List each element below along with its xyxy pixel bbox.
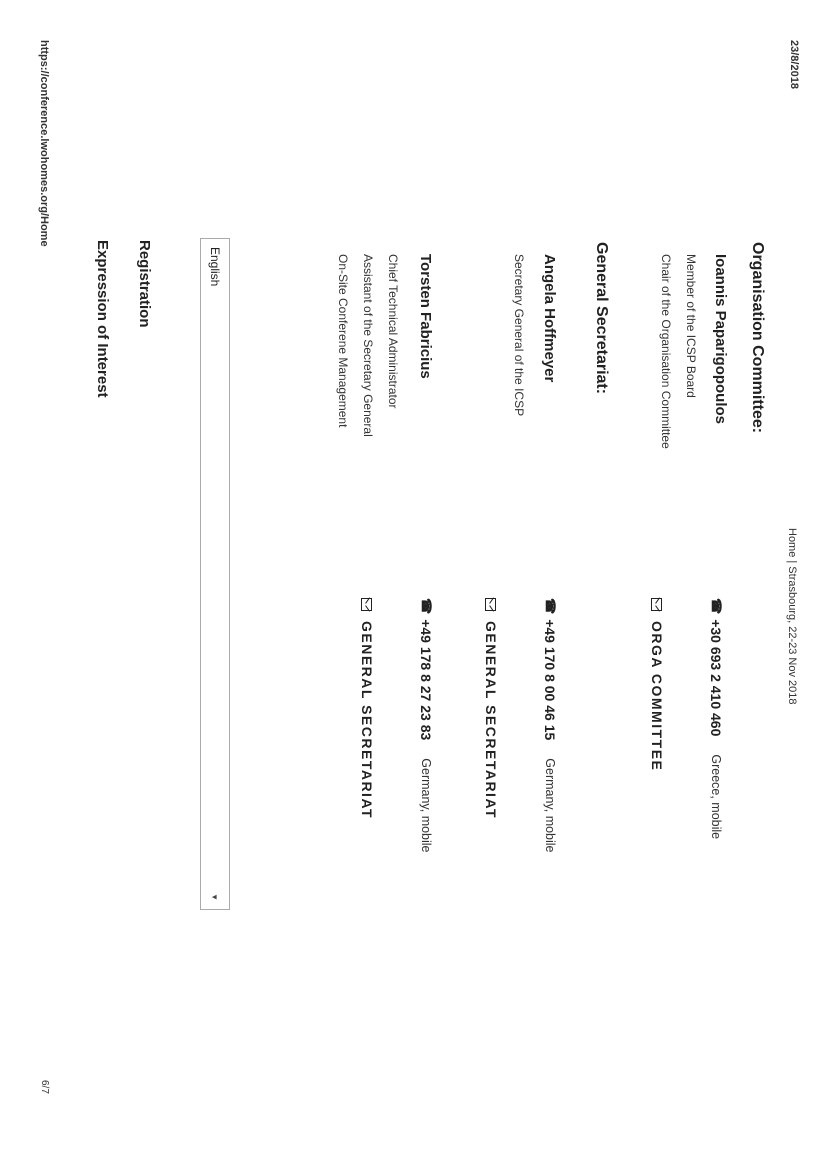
phone-line[interactable]: [418, 598, 434, 853]
envelope-icon: [362, 598, 373, 611]
expression-of-interest-link[interactable]: Expression of Interest: [94, 240, 111, 398]
envelope-icon: [486, 598, 497, 611]
person-role: Assistant of the Secretary General: [361, 254, 375, 437]
phone-number[interactable]: +30 693 2 410 460: [708, 619, 724, 737]
person-role: On-Site Conferene Management: [336, 254, 350, 428]
person-role: Secretary General of the ICSP: [512, 254, 526, 417]
mail-general-secretariat-link[interactable]: [359, 598, 375, 819]
envelope-icon: [652, 598, 663, 611]
mail-label[interactable]: GENERAL SECRETARIAT: [483, 621, 499, 820]
person-name-paparigopoulos: Ioannis Paparigopoulos: [712, 254, 729, 425]
print-url: https://conference.lwohomes.org/Home: [38, 40, 50, 247]
registration-link[interactable]: Registration: [136, 240, 153, 328]
person-role: Chief Technical Administrator: [386, 254, 400, 409]
phone-region: Germany, mobile: [419, 758, 433, 853]
person-name-hoffmeyer: Angela Hoffmeyer: [541, 254, 558, 383]
phone-region: Greece, mobile: [709, 754, 723, 840]
language-selected-value: English: [208, 247, 222, 287]
mail-label[interactable]: GENERAL SECRETARIAT: [359, 621, 375, 820]
print-date: 23/8/2018: [788, 40, 800, 89]
mail-label[interactable]: ORGA COMMITTEE: [649, 621, 665, 772]
person-role: Member of the ICSP Board: [684, 254, 698, 398]
phone-icon: ☎: [709, 598, 724, 615]
person-name-fabricius: Torsten Fabricius: [417, 254, 434, 379]
phone-line[interactable]: [542, 598, 558, 853]
organisation-committee-title: Organisation Committee:: [749, 242, 766, 434]
phone-number[interactable]: +49 178 8 27 23 83: [418, 619, 434, 741]
print-page-number: 6/7: [39, 1080, 50, 1094]
mail-orga-committee-link[interactable]: [649, 598, 665, 771]
person-role: Chair of the Organisation Committee: [659, 254, 673, 449]
general-secretariat-title: General Secretariat:: [593, 242, 610, 395]
triangle-down-icon[interactable]: ▼: [210, 893, 220, 901]
phone-icon: ☎: [543, 598, 558, 615]
breadcrumb[interactable]: Home | Strasbourg, 22-23 Nov 2018: [786, 528, 798, 705]
phone-line[interactable]: [708, 598, 724, 839]
mail-general-secretariat-link[interactable]: [483, 598, 499, 819]
phone-region: Germany, mobile: [543, 758, 557, 853]
phone-number[interactable]: +49 170 8 00 46 15: [542, 619, 558, 741]
language-select[interactable]: [200, 238, 230, 910]
phone-icon: ☎: [419, 598, 434, 615]
